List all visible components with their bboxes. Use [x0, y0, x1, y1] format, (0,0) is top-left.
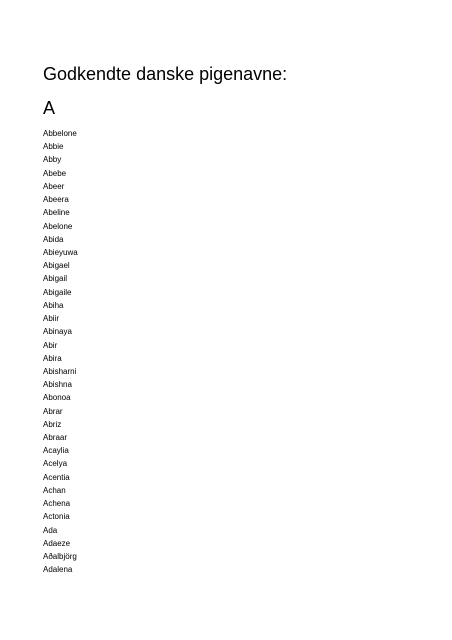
name-list-item: Adalena: [43, 565, 73, 575]
name-list-item: Acaylia: [43, 446, 69, 456]
section-heading-letter: A: [43, 98, 56, 118]
name-list-item: Abbie: [43, 142, 64, 152]
name-list-item: Abieyuwa: [43, 247, 78, 257]
name-list-item: Acentia: [43, 472, 70, 482]
name-list-item: Abelone: [43, 221, 73, 231]
name-list-item: Achan: [43, 485, 66, 495]
name-list-item: Abby: [43, 155, 62, 165]
page-title: Godkendte danske pigenavne:: [43, 64, 288, 84]
name-list-item: Aðalbjörg: [43, 552, 77, 561]
name-list-item: Ada: [43, 525, 58, 535]
name-list-item: Actonia: [43, 512, 70, 522]
name-list-item: Adaeze: [43, 538, 71, 548]
name-list-item: Abebe: [43, 168, 67, 178]
name-list-item: Abinaya: [43, 327, 72, 337]
name-list-item: Abida: [43, 234, 64, 244]
name-list-item: Abiir: [43, 314, 60, 324]
name-list-item: Abonoa: [43, 393, 71, 403]
name-list-item: Abigael: [43, 261, 70, 271]
name-list-item: Abigail: [43, 274, 68, 284]
name-list-item: Abisharni: [43, 366, 77, 376]
name-list-item: Abeera: [43, 195, 69, 205]
name-list-item: Abiha: [43, 300, 64, 310]
name-list-item: Abeline: [43, 208, 70, 218]
name-list-item: Abraar: [43, 433, 68, 443]
name-list-item: Abishna: [43, 380, 72, 390]
name-list-item: Abriz: [43, 419, 62, 429]
name-list-item: Abir: [43, 340, 58, 350]
name-list-item: Acelya: [43, 459, 68, 469]
name-list-item: Abira: [43, 353, 62, 363]
name-list-item: Abbelone: [43, 129, 77, 138]
name-list-item: Abrar: [43, 406, 63, 416]
name-list-item: Achena: [43, 499, 71, 509]
name-list-item: Abigaile: [43, 287, 72, 297]
name-list-item: Abeer: [43, 181, 65, 191]
name-list: [43, 127, 78, 576]
